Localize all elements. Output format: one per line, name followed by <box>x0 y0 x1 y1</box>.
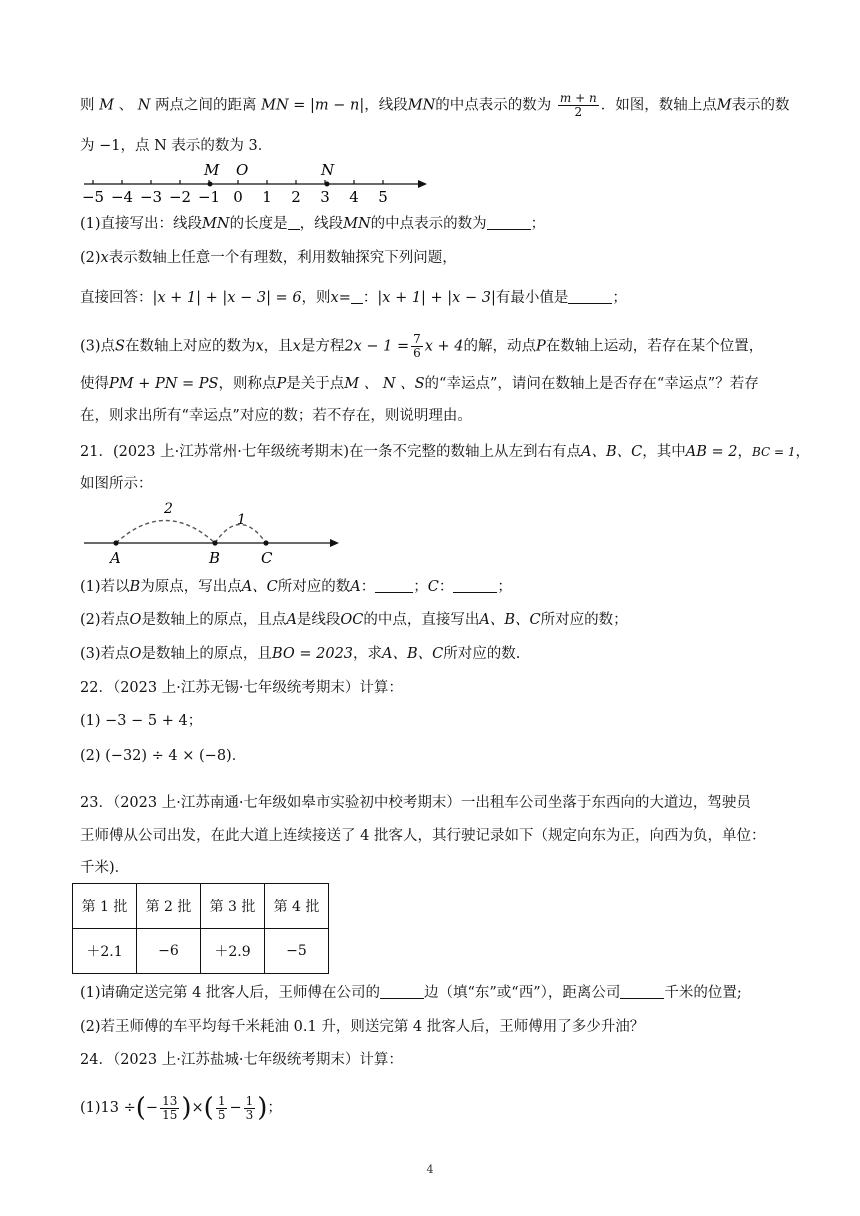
var-A: A <box>286 612 297 628</box>
text: ， <box>795 444 811 460</box>
point-label-A: A <box>110 549 121 567</box>
text: ： <box>438 579 454 595</box>
equation-right: x + 4 <box>424 338 464 355</box>
tick-label: 4 <box>349 188 359 206</box>
intro-line-2: 为 −1，点 N 表示的数为 3． <box>80 138 273 154</box>
q21-part-3 <box>80 644 780 664</box>
tick-label: 3 <box>320 188 330 206</box>
points: A、B、C <box>581 444 643 460</box>
text: 有最小值是 <box>495 290 569 306</box>
q24-heading: 24．（2023 上·江苏盐城·七年级统考期末）计算： <box>80 1052 403 1068</box>
answer-blank[interactable] <box>487 215 531 230</box>
var-O: O <box>129 646 142 662</box>
text: 的中点表示的数为 <box>435 97 552 114</box>
fraction-numerator: 7 <box>413 332 421 346</box>
fraction-midpoint <box>558 92 599 119</box>
table-row <box>73 929 329 974</box>
tick-label: 0 <box>233 188 243 206</box>
var-S: S <box>115 338 125 355</box>
var-x: x <box>330 290 339 306</box>
point-label-O: O <box>236 161 249 179</box>
text: 则 <box>80 97 95 114</box>
q22-part-2: (2) (−32) ÷ 4 × (−8)． <box>80 748 247 764</box>
equation: |x + 1| + |x − 3| = 6 <box>152 290 302 306</box>
q20-part-3-line-3: 在，则求出所有“幸运点”对应的数；若不存在，则说明理由。 <box>80 408 472 424</box>
fraction-numerator: 13 <box>162 1093 178 1108</box>
paren-close: ) <box>257 1093 268 1123</box>
table-header-cell: 第 4 批 <box>265 884 329 929</box>
answer-blank[interactable] <box>351 289 363 304</box>
table-header-cell: 第 1 批 <box>73 884 137 929</box>
point-N-dot <box>325 182 330 187</box>
tick-label: −4 <box>110 188 134 206</box>
q23-line-2: 王师傅从公司出发，在此大道上连续接送了 4 批客人，其行驶记录如下（规定向东为正，向西为负，单位： <box>80 828 766 844</box>
text: 的中点表示的数为 <box>370 216 487 232</box>
fraction-seven-sixths <box>411 333 423 360</box>
var-x: x <box>100 250 109 266</box>
tick-label: 2 <box>291 188 301 206</box>
fraction-numerator: 1 <box>245 1093 254 1108</box>
var-O: O <box>129 612 142 628</box>
text: ．如图，数轴上点 <box>600 97 717 114</box>
text: ； <box>413 579 428 595</box>
text: 为原点，写出点 <box>140 579 242 595</box>
var-P: P <box>536 338 546 355</box>
arc-AB <box>116 521 215 544</box>
text: ，求 <box>353 646 383 662</box>
answer-blank-A[interactable] <box>375 578 413 593</box>
equation-left: 2x − 1 = <box>344 338 410 355</box>
var-x: x <box>255 338 264 355</box>
points: A、B、C <box>479 612 541 628</box>
table-header-row <box>73 884 329 929</box>
fraction-numerator: 1 <box>217 1093 226 1108</box>
driving-record-table <box>72 883 329 974</box>
formula-distance: = |m − n| <box>288 97 365 114</box>
q21-heading <box>80 442 811 462</box>
text: ； <box>267 1100 282 1116</box>
equation: PM + PN = PS <box>109 376 219 392</box>
point-C-dot <box>263 540 268 545</box>
var-N: N <box>137 97 151 114</box>
fraction-denominator: 5 <box>217 1107 226 1122</box>
equation: AB = 2 <box>685 444 738 460</box>
text: 所对应的数 <box>277 579 351 595</box>
paren-open: ( <box>135 1093 146 1123</box>
paren-close: ) <box>181 1093 192 1123</box>
var-MN: MN <box>343 216 371 232</box>
text: 表示的数 <box>731 97 790 114</box>
text: 是线段 <box>296 612 341 628</box>
tick-label: 1 <box>262 188 272 206</box>
answer-blank[interactable] <box>288 215 300 230</box>
fraction-denominator: 3 <box>245 1107 254 1122</box>
text: 的中点，直接写出 <box>363 612 480 628</box>
points: M 、 N 、S <box>344 376 425 392</box>
text: 21．(2023 上·江苏常州·七年级统考期末)在一条不完整的数轴上从左到右有点 <box>80 444 581 460</box>
text: (3)点 <box>80 338 116 355</box>
text: 的“幸运点”，请问在数轴上是否存在“幸运点”？若存 <box>424 376 759 392</box>
segment-diagram <box>80 500 350 570</box>
fraction <box>244 1095 256 1122</box>
var-C: C <box>427 579 439 595</box>
text: ： <box>362 290 378 306</box>
q20-part-3-line-2 <box>80 374 780 394</box>
fraction-denominator: 6 <box>413 346 421 360</box>
var-x: x <box>292 338 301 355</box>
tick-label: −1 <box>197 188 221 206</box>
fraction-denominator: 2 <box>574 105 583 119</box>
text: 、 <box>118 97 134 114</box>
q23-part-1 <box>80 983 780 1003</box>
text: 的长度是 <box>229 216 288 232</box>
point-label-B: B <box>209 549 221 567</box>
text: = <box>338 290 351 306</box>
text: 是关于点 <box>286 376 345 392</box>
minus-sign: − <box>145 1100 159 1116</box>
minus-sign: − <box>229 1100 242 1116</box>
answer-blank[interactable] <box>568 289 612 304</box>
text: (2) <box>80 250 101 266</box>
q23-line-1: 23．（2023 上·江苏南通·七年级如皋市实验初中校考期末）一出租车公司坐落于东西向的大道边，驾驶员 <box>80 795 751 811</box>
text: ； <box>612 290 627 306</box>
answer-blank-direction[interactable] <box>380 984 424 999</box>
var-M: M <box>99 97 114 114</box>
point-M-dot <box>208 182 213 187</box>
text: (1)直接写出：线段 <box>80 216 203 232</box>
text: 使得 <box>80 376 109 392</box>
table-header-cell: 第 3 批 <box>201 884 265 929</box>
point-A-dot <box>113 540 118 545</box>
text: 表示数轴上任意一个有理数，利用数轴探究下列问题， <box>108 250 457 266</box>
text: ，线段 <box>364 97 408 114</box>
arc-label-2: 2 <box>164 501 173 517</box>
point-label-M: M <box>204 161 220 179</box>
q23-line-3: 千米)． <box>80 860 130 876</box>
q20-part-2-answers <box>80 288 780 308</box>
text: ； <box>497 579 512 595</box>
equation: BO = 2023 <box>271 646 354 662</box>
var-B: B <box>129 579 141 595</box>
var-OC: OC <box>340 612 364 628</box>
expression: |x + 1| + |x − 3| <box>377 290 496 306</box>
text: 千米的位置; <box>664 985 742 1001</box>
tick-label: −3 <box>139 188 163 206</box>
fraction-numerator: m + n <box>559 91 597 105</box>
text: (2)若点 <box>80 612 130 628</box>
text: ： <box>360 579 376 595</box>
text: ，其中 <box>642 444 686 460</box>
var-A: A <box>350 579 361 595</box>
points: A、C <box>241 579 278 595</box>
q20-part-1 <box>80 214 780 234</box>
var-MN: MN <box>202 216 230 232</box>
table-cell: −5 <box>265 929 329 974</box>
fraction-denominator: 15 <box>162 1107 178 1122</box>
text: 在数轴上对应的数为 <box>124 338 256 355</box>
tick-label: 5 <box>378 188 388 206</box>
var-P: P <box>276 376 287 392</box>
text: ，则 <box>301 290 331 306</box>
answer-blank-C[interactable] <box>453 578 497 593</box>
text: (1)若以 <box>80 579 130 595</box>
text: 所对应的数. <box>443 646 521 662</box>
text: 在数轴上运动，若存在某个位置， <box>545 338 764 355</box>
fraction <box>160 1095 179 1122</box>
var-M: M <box>716 97 732 114</box>
point-label-C: C <box>261 549 273 567</box>
axis-arrow <box>418 180 427 188</box>
text: ，线段 <box>299 216 344 232</box>
point-label-N: N <box>321 161 335 179</box>
point-B-dot <box>212 540 217 545</box>
arc-label-1: 1 <box>237 512 246 528</box>
table-header-cell: 第 2 批 <box>137 884 201 929</box>
text: ，则称点 <box>218 376 277 392</box>
text: 两点之间的距离 <box>154 97 257 114</box>
q21-part-2 <box>80 610 780 630</box>
equation: BC = 1 <box>751 445 796 459</box>
table-cell: ＋2.9 <box>201 929 265 974</box>
var-MN: MN <box>261 97 289 114</box>
q22-part-1: (1) −3 − 5 + 4； <box>80 713 203 729</box>
q20-part-3-line-1 <box>80 333 780 360</box>
text: 所对应的数； <box>540 612 628 628</box>
var-MN: MN <box>407 97 436 114</box>
text: (3)若点 <box>80 646 130 662</box>
q21-part-1 <box>80 577 780 597</box>
paren-open: ( <box>203 1093 214 1123</box>
q24-part-1 <box>80 1085 780 1131</box>
points: A、B、C <box>382 646 444 662</box>
times-sign: × <box>191 1100 204 1116</box>
q20-part-2 <box>80 248 780 268</box>
number-line-figure <box>80 158 440 206</box>
text: 边（填“东”或“西”），距离公司 <box>423 985 621 1001</box>
answer-blank-distance[interactable] <box>620 984 664 999</box>
text: ； <box>530 216 546 232</box>
text: (1)13 ÷ <box>80 1100 136 1116</box>
text: 是数轴上的原点，且 <box>141 646 272 662</box>
page-number: 4 <box>426 1163 434 1176</box>
axis-arrow <box>330 539 339 547</box>
intro-line-1 <box>80 91 790 119</box>
table-cell: ＋2.1 <box>73 929 137 974</box>
table-cell: −6 <box>137 929 201 974</box>
fraction <box>216 1095 228 1122</box>
text: 是方程 <box>300 338 345 355</box>
q21-heading-line-2: 如图所示： <box>80 476 153 492</box>
q23-part-2: (2)若王师傅的车平均每千米耗油 0.1 升，则送完第 4 批客人后，王师傅用了多少升油？ <box>80 1019 645 1035</box>
tick-label: −5 <box>81 188 105 206</box>
text: 是数轴上的原点，且点 <box>141 612 287 628</box>
text: 的解，动点 <box>463 338 537 355</box>
text: 直接回答： <box>80 290 153 306</box>
text: (1)请确定送完第 4 批客人后，王师傅在公司的 <box>80 985 380 1001</box>
q22-heading: 22．（2023 上·江苏无锡·七年级统考期末）计算： <box>80 680 403 696</box>
text: ， <box>737 444 752 460</box>
tick-label: −2 <box>168 188 192 206</box>
text: ，且 <box>263 338 293 355</box>
